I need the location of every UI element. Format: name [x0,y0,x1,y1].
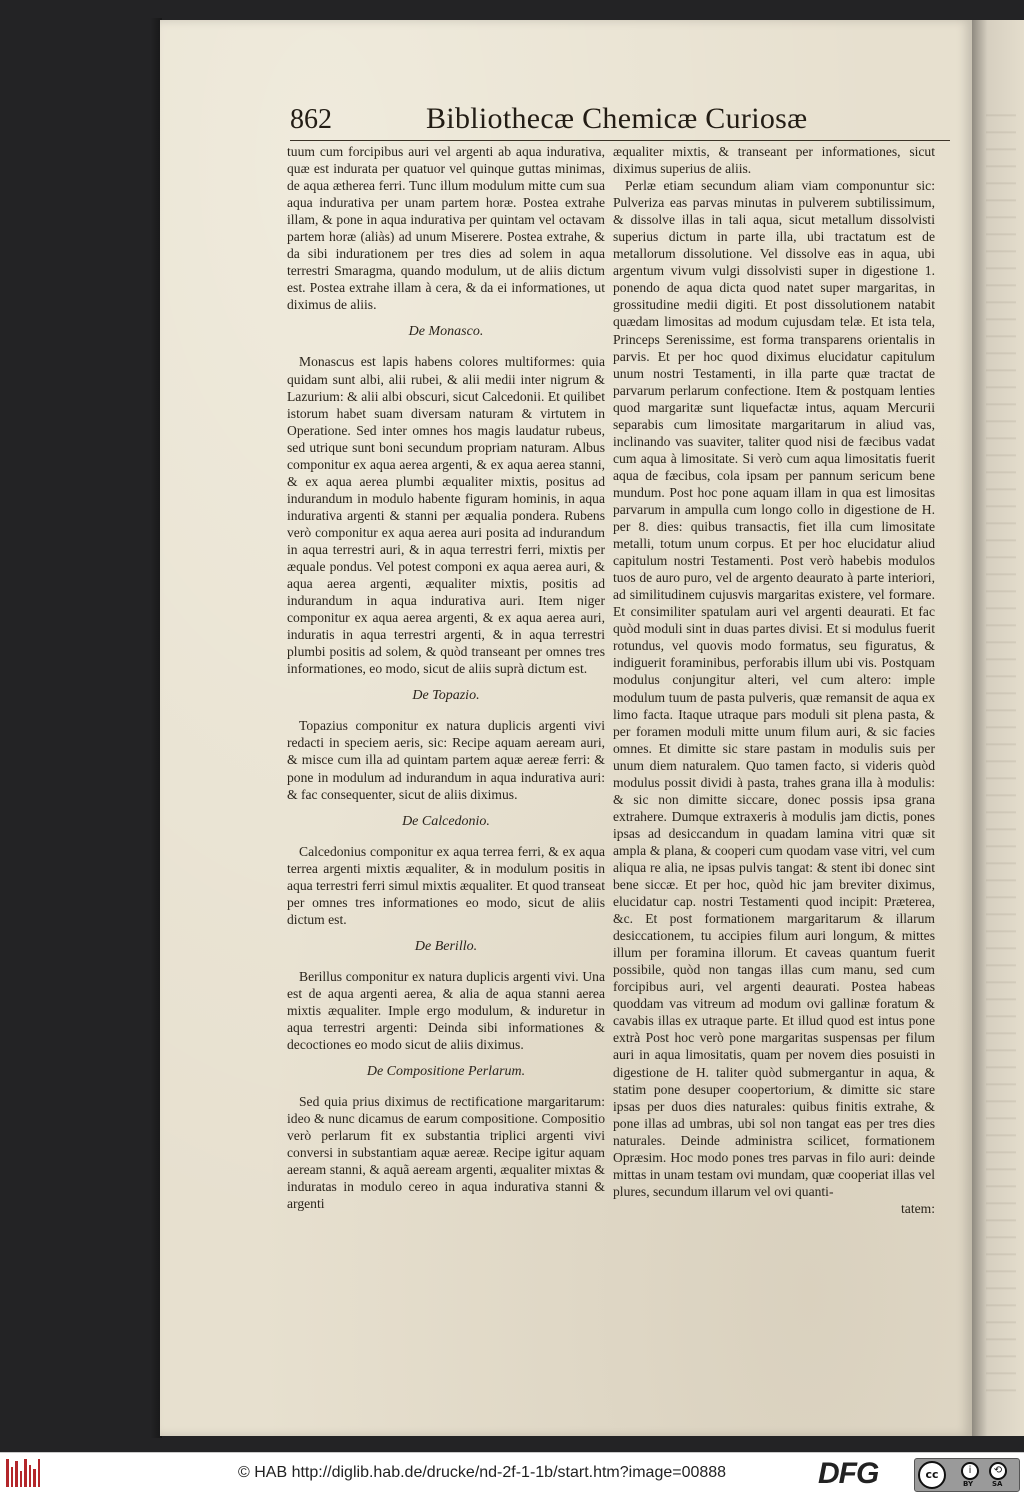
section-heading: De Monasco. [408,324,484,340]
paragraph: Berillus componitur ex natura duplicis argenti vivi. Una est de aqua argenti aerea, & alia de aqua stanni aerea mixtis æqualiter. Imple ergo modulum, & induretur in aqua terrestri argenti: Deinda sibi informationes & decoctiones eo modo sicut de aliis diximus. [287,968,605,1053]
license-sa-label: SA [992,1480,1003,1488]
catchword: tatem: [901,1200,935,1216]
facing-page-show-through [986,100,1016,1400]
paragraph: Monascus est lapis habens colores multiformes: quia quidam sunt albi, alii rubei, & alii medii inter nigrum & Lazurium: & alii albi obscuri, sicut Calcedonii. Et quilibet istorum habet suam diversam naturam & virtutem in Operatione. Sed inter omnes hos magis laudatur rubeus, sed utrique sunt boni secundum propriam naturam. Albus componitur ex aqua aerea argenti, & ex aqua aerea stanni, & ex aqua aerea plumbi æqualiter mixtis, positus ad indurandum in modulo habente figuram hominis, in aqua indurativa argenti & stanni per æqualia pondera. Rubens verò componitur ex aqua aerea auri posita ad indurandum in aqua terrestri auri, & in aqua terrestri ferri, mixtis per æquale pondus. Vel potest componi ex aqua aerea auri, & aqua aerea argenti, æqualiter mixtis, positis ad indurandum in aqua indurativa auri. Item niger componitur ex aqua aerea argenti, & ex aqua aerea auri, induratis in aqua terrestri argenti, & in aqua terrestri plumbi positis ad solem, & quòd transeant per omnes tres informationes, eo modo, sicut de aliis suprà dictum est. [287,354,605,677]
paragraph: æqualiter mixtis, & transeant per informationes, sicut diximus superius de aliis. [613,144,935,177]
by-attribution-icon: i [961,1462,979,1480]
section-heading: De Compositione Perlarum. [366,1064,526,1080]
source-link[interactable]: © HAB http://diglib.hab.de/drucke/nd-2f-1-1b/start.htm?image=00888 [238,1464,727,1481]
section-heading: De Topazio. [412,688,480,704]
paragraph: Perlæ etiam secundum aliam viam componuntur sic: Pulveriza eas parvas minutas in pulverem subtilissimum, & dissolve illas in tali aqua, sicut metallum dissolvisti superius dictum in parte illa, ubi tractatum est de metallorum dissolutione. Vel dissolve eas in aqua, ubi argentum vivum vulgi dissolvisti super in digestione 1. ponendo de aqua dicta quod natet super margaritas, in grossitudine medii digiti. Et post dissolutionem natabit quædam limositas ad modum cujusdam telæ. Et ista tela, Princeps Serenissime, est forma transparens orientalis in parvis. Et per hoc quod diximus elucidatur capitulum unum nostri Testamenti, in illa parte quæ tractat de parvarum perlarum confectione. Item & postquam lenties quod margaritæ sunt liquefactæ intus, aquam Mercurii separabis cum limositate margaritarum in aliud vas, inclinando vas suaviter, taliter quod nisi de fæcibus vadat cum aqua à limositate. Si verò cum aqua limositatis fuerit aqua de fæcibus, cola ipsam per pannum sericum bene mundum. Post hoc pone aquam illam in qua est limositas parvarum in ampulla cum longo collo in digestione de H. per 8. dies: quibus transactis, fiet illa cum limositate metalli, totum unum corpus. Et per hoc elucidatur aliud capitulum nostri Testamenti. Post verò habebis modulos tuos de auro puro, vel de argento deaurato à parte interiori, ad similitudinem cujusvis margaritas existere, vel formare. Et consimiliter spatulam auri vel argenti deaurati. Et fac quòd moduli sint in duas partes divisi. Et si modulus fuerit rotundus, vel quovis modo formatus, seu figuratus, & indiguerit foraminibus, perforabis illum ubi vis. Postquam modulus conjungitur alteri, vel cum altero: imple modulum tuum de pasta pulveris, quæ remansit de aqua ex limo facta. Itaque utraque pars moduli sit plena pasta, & per foramen moduli mitte unum filum auri, & sic facies omnes. Et dimitte sic stare pastam in modulis suis per unum diem naturalem. Quo tamen facto, si videris quòd modulus possit dividi à pasta, trahes grana illa à modulis: & sic non dimitte siccare, donec possis ipsa grana extrahere. Dumque extraxeris à modulis jam dictis, pones ipsas ad desiccandum in quadam lamina vitri quæ sit ampla & plana, & cooperi cum quodam vase vitri, vel cum aliqua re alia, ne ipsas pulvis tangat: & stent ibi donec sint bene siccæ. Et per hoc, quòd hic jam breviter diximus, elucidatur cap. nostri Testamenti quod incipit: Præterea, &c. Et post formationem margaritarum & illarum desiccationem, tu accipies filum auri longum, & mittes illum per foramina illorum. Et caveas quantum fuerit possibile, quòd non tangas illas cum manu, sed cum forcipibus auri, vel argenti deaurati. Postea habeas quoddam vas vitreum ad modum ovi gallinæ foratum & cavabis illas ex utraque parte. Et illud quod est intus pone extrà Post hoc verò pone margaritas suspensas per filum auri in aqua limositatis, quam per novem dies posuisti in digestione de H. taliter quòd submergantur in aqua, & statim pone desuper coopertorium, & dimitte sic stare ipsas per duos dies naturales: quibus finitis extrahe, & pone illas ad umbras, ubi sol non tangat eas per tres dies naturales. Deinde administra scilicet, formationem Opræsim. Hoc modo pones tres parvas in filo auri: deinde mittas in unam testam ovi mundam, quæ cooperiat illas vel plures, secundum illarum vel ovi quanti- [613,178,935,1199]
paragraph: Calcedonius componitur ex aqua terrea ferri, & ex aqua terrea argenti mixtis æqualiter, & in modulum positis in aqua terrestri ferri simul mixtis æqualiter. Et quod transeat per omnes tres informationes eo modo, sicut de aliis dictum est. [287,843,605,927]
sa-share-alike-icon: ⟲ [989,1462,1007,1480]
running-head [290,100,950,141]
paragraph: Sed quia prius diximus de rectificatione margaritarum: ideo & nunc dicamus de earum compositione. Compositio verò perlarum fit ex substantia triplici argenti vivi conversi in substantiam aquæ aereæ. Recipe igitur aquam aeream stanni, & aquã aeream argenti, æqualiter mixtas & induratas in modulo cereo in aqua indurativa stanni & argenti [287,1094,605,1212]
hab-logo-icon [6,1459,40,1487]
running-title: Bibliothecæ Chemicæ Curiosæ [426,102,808,135]
cc-license-badge[interactable] [914,1458,1020,1492]
cc-icon: cc [918,1461,946,1489]
facing-page-edge [972,20,1024,1436]
section-heading: De Berillo. [414,938,478,954]
right-text-column [613,143,935,1217]
paragraph: tuum cum forcipibus auri vel argenti ab aqua indurativa, quæ est indurata per quatuor vel quinque guttas minimas, de aqua ætherea ferri. Tunc illum modulum mitte cum sua aqua indurativa per unam partem horæ. Postea extrahe illam, & pone in aqua indurativa per quintam vel octavam partem horæ (aliàs) ad unum Miserere. Postea extrahe, & da sibi indurationem per tres dies ad solem in aqua terrestri Smaragma, quando modulum, ut de aliis dictum est. Postea extrahe illam à cera, & da ei informationes, ut diximus de aliis. [287,144,605,313]
dfg-logo: DFG [818,1457,879,1490]
page-number: 862 [290,104,332,135]
license-by-label: BY [963,1480,974,1488]
left-text-column [287,143,605,1212]
viewer-footer [0,1452,1024,1494]
paragraph: Topazius componitur ex natura duplicis argenti vivi redacti in speciem aeris, sic: Recipe aquam aeream auri, & misce cum illa ad quintam partem aquæ aereæ ferri: & pone in modulum ad indurandum in aqua indurativa auri: & fac consequenter, sicut de aliis diximus. [287,718,605,802]
section-heading: De Calcedonio. [402,813,490,829]
